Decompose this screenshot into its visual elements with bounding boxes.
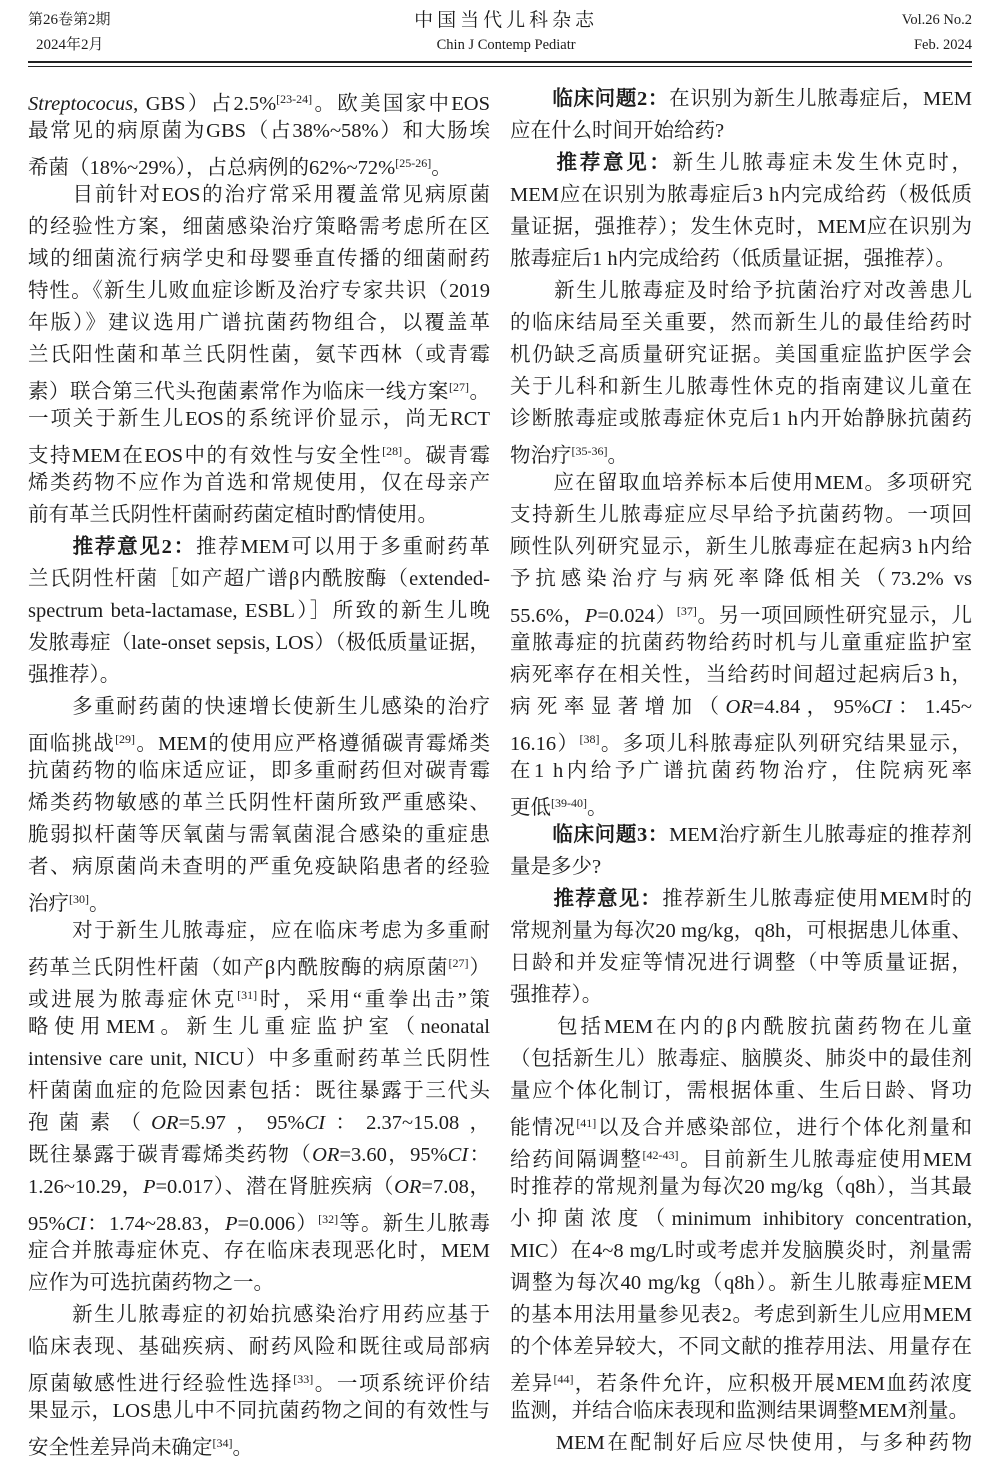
text-line: intensive care unit, NICU）中多重耐药革兰氏阴性 xyxy=(28,1048,490,1070)
text-line: 1.26~10.29，P=0.017）、潜在肾脏疾病（OR=7.08， xyxy=(28,1176,490,1198)
column-left xyxy=(28,83,490,1459)
text-line: 对于新生儿脓毒症，应在临床考虑为多重耐 xyxy=(28,920,490,942)
text-line: 推荐意见：推荐新生儿脓毒症使用MEM时的 xyxy=(553,888,972,910)
text-line: 物治疗[35-36]。 xyxy=(510,444,628,467)
page-header xyxy=(28,8,972,58)
text-line: 杆菌菌血症的危险因素包括：既往暴露于三代头 xyxy=(28,1080,490,1102)
text-line: 治疗[30]。 xyxy=(28,892,110,915)
issue-date-cn: 2024年2月 xyxy=(36,37,104,53)
text-line: 支持新生儿脓毒症应尽早给予抗菌药物。一项回 xyxy=(510,504,972,526)
text-line: MIC）在4~8 mg/L时或考虑并发脑膜炎时，剂量需 xyxy=(510,1240,972,1262)
text-line: 予抗感染治疗与病死率降低相关（73.2% vs xyxy=(510,568,972,590)
text-line: 临床问题3：MEM治疗新生儿脓毒症的推荐剂 xyxy=(552,824,972,846)
text-line: 机仍缺乏高质量研究证据。美国重症监护医学会 xyxy=(510,344,972,366)
text-line: 给药间隔调整[42-43]。目前新生儿脓毒症使用MEM xyxy=(510,1148,972,1171)
text-line: 在1 h内给予广谱抗菌药物治疗，住院病死率 xyxy=(510,760,972,782)
text-line: 兰氏阳性菌和革兰氏阴性菌，氨苄西林（或青霉 xyxy=(28,344,490,366)
text-line: 支持MEM在EOS中的有效性与安全性[28]。碳青霉 xyxy=(28,444,490,467)
issue-info-en xyxy=(902,8,972,58)
text-line: 应作为可选抗菌药物之一。 xyxy=(28,1272,274,1294)
text-line: 一项关于新生儿EOS的系统评价显示，尚无RCT xyxy=(28,408,490,430)
journal-title-en: Chin J Contemp Pediatr xyxy=(436,37,576,53)
volume-issue-en: Vol.26 No.2 xyxy=(901,12,972,28)
text-line: 果显示，LOS患儿中不同抗菌药物之间的有效性与 xyxy=(28,1400,490,1422)
text-line: 最常见的病原菌为GBS（占38%~58%）和大肠埃 xyxy=(28,120,490,142)
text-line: 更低[39-40]。 xyxy=(510,796,608,819)
text-line: 顾性队列研究显示，新生儿脓毒症在起病3 h内给 xyxy=(510,536,972,558)
text-line: 临床问题2：在识别为新生儿脓毒症后，MEM xyxy=(552,88,972,110)
text-line: 小抑菌浓度（minimum inhibitory concentration, xyxy=(510,1208,972,1230)
text-line: 者、病原菌尚未查明的严重免疫缺陷患者的经验 xyxy=(28,856,490,878)
text-line: 量是多少? xyxy=(510,856,602,878)
text-line: 能情况[41]以及合并感染部位，进行个体化剂量和 xyxy=(510,1116,972,1139)
text-line: 55.6%，P=0.024）[37]。另一项回顾性研究显示，儿 xyxy=(510,604,972,627)
text-line: 抗菌药物的临床适应证，即多重耐药但对碳青霉 xyxy=(28,760,490,782)
text-line: 病死率存在相关性，当给药时间超过起病后3 h， xyxy=(510,664,972,686)
text-line: Streptococus, GBS）占2.5%[23-24]。欧美国家中EOS xyxy=(28,92,490,115)
text-line: 强推荐）。 xyxy=(510,984,603,1006)
text-line: 应在什么时间开始给药? xyxy=(510,120,725,142)
issue-date-en: Feb. 2024 xyxy=(913,37,972,53)
text-line: 强推荐）。 xyxy=(28,664,121,686)
article-body xyxy=(28,83,972,1459)
text-line: 发脓毒症（late-onset sepsis, LOS）（极低质量证据， xyxy=(28,632,490,654)
journal-title-cn: 中国当代儿科杂志 xyxy=(414,10,599,31)
text-line: 量应个体化制订，需根据体重、生后日龄、肾功 xyxy=(510,1080,972,1102)
text-line: 的临床结局至关重要，然而新生儿的最佳给药时 xyxy=(510,312,972,334)
text-line: 目前针对EOS的治疗常采用覆盖常见病原菌 xyxy=(28,184,490,206)
column-right xyxy=(510,83,972,1459)
text-line: 既往暴露于碳青霉烯类药物（OR=3.60，95%CI： xyxy=(28,1144,490,1166)
text-line: 病死率显著增加（OR=4.84，95%CI：1.45~ xyxy=(510,696,972,718)
text-line: 的经验性方案，细菌感染治疗策略需考虑所在区 xyxy=(28,216,490,238)
text-line: MEM在配制好后应尽快使用，与多种药物 xyxy=(510,1432,972,1454)
text-line: MEM应在识别为脓毒症后3 h内完成给药（极低质 xyxy=(510,184,972,206)
text-line: 16.16）[38]。多项儿科脓毒症队列研究结果显示， xyxy=(510,732,972,755)
text-line: 应在留取血培养标本后使用MEM。多项研究 xyxy=(510,472,972,494)
text-line: 特性。《新生儿败血症诊断及治疗专家共识（2019 xyxy=(28,280,490,302)
text-line: 的个体差异较大，不同文献的推荐用法、用量存在 xyxy=(510,1336,972,1358)
text-line: 希菌（18%~29%），占总病例的62%~72%[25-26]。 xyxy=(28,156,452,179)
text-line: 安全性差异尚未确定[34]。 xyxy=(28,1436,253,1459)
text-line: 脆弱拟杆菌等厌氧菌与需氧菌混合感染的重症患 xyxy=(28,824,490,846)
text-line: 关于儿科和新生儿脓毒性休克的指南建议儿童在 xyxy=(510,376,972,398)
text-line: 年版）》建议选用广谱抗菌药物组合，以覆盖革 xyxy=(28,312,490,334)
text-line: （包括新生儿）脓毒症、脑膜炎、肺炎中的最佳剂 xyxy=(510,1048,972,1070)
text-line: 烯类药物不应作为首选和常规使用，仅在母亲产 xyxy=(28,472,490,494)
text-line: 症合并脓毒症休克、存在临床表现恶化时，MEM xyxy=(28,1240,490,1262)
text-line: 孢菌素（OR=5.97，95%CI：2.37~15.08， xyxy=(28,1112,490,1134)
text-line: 原菌敏感性进行经验性选择[33]。一项系统评价结 xyxy=(28,1372,490,1395)
text-line: 脓毒症后1 h内完成给药（低质量证据，强推荐）。 xyxy=(510,248,956,270)
text-line: 童脓毒症的抗菌药物给药时机与儿童重症监护室 xyxy=(510,632,972,654)
text-line: 域的细菌流行病学史和母婴垂直传播的细菌耐药 xyxy=(28,248,490,270)
text-line: 新生儿脓毒症及时给予抗菌治疗对改善患儿 xyxy=(510,280,972,302)
text-line: 诊断脓毒症或脓毒症休克后1 h内开始静脉抗菌药 xyxy=(510,408,972,430)
text-line: 推荐意见：新生儿脓毒症未发生休克时， xyxy=(556,152,972,174)
journal-title-block xyxy=(414,8,598,57)
text-line: 面临挑战[29]。MEM的使用应严格遵循碳青霉烯类 xyxy=(28,732,490,755)
text-line: 95%CI：1.74~28.83，P=0.006）[32]等。新生儿脓毒 xyxy=(28,1212,490,1235)
text-line: 日龄和并发症等情况进行调整（中等质量证据， xyxy=(510,952,972,974)
text-line: 常规剂量为每次20 mg/kg，q8h，可根据患儿体重、 xyxy=(510,920,972,942)
text-line: 烯类药物敏感的革兰氏阴性杆菌所致严重感染、 xyxy=(28,792,490,814)
text-line: 前有革兰氏阴性杆菌耐药菌定植时酌情使用。 xyxy=(28,504,438,526)
text-line: 监测，并结合临床表现和监测结果调整MEM剂量。 xyxy=(510,1400,969,1422)
text-line: 量证据，强推荐）；发生休克时，MEM应在识别为 xyxy=(510,216,972,238)
text-line: spectrum beta-lactamase, ESBL）］所致的新生儿晚 xyxy=(28,600,490,622)
text-line: 或进展为脓毒症休克[31]时，采用“重拳出击”策 xyxy=(28,988,490,1011)
text-line: 多重耐药菌的快速增长使新生儿感染的治疗 xyxy=(28,696,490,718)
text-line: 素）联合第三代头孢菌素常作为临床一线方案[27]。 xyxy=(28,380,490,403)
text-line: 时推荐的常规剂量为每次20 mg/kg（q8h），当其最 xyxy=(510,1176,972,1198)
text-line: 临床表现、基础疾病、耐药风险和既往或局部病 xyxy=(28,1336,490,1358)
text-line: 兰氏阴性杆菌［如产超广谱β内酰胺酶（extended- xyxy=(28,568,490,590)
header-divider xyxy=(28,61,972,67)
text-line: 略使用MEM。新生儿重症监护室（neonatal xyxy=(28,1016,490,1038)
text-line: 调整为每次40 mg/kg（q8h）。新生儿脓毒症MEM xyxy=(510,1272,972,1294)
issue-info-cn xyxy=(28,8,111,58)
text-line: 药革兰氏阴性杆菌（如产β内酰胺酶的病原菌[27]） xyxy=(28,956,490,979)
text-line: 推荐意见2：推荐MEM可以用于多重耐药革 xyxy=(72,536,490,558)
text-line: 包括MEM在内的β内酰胺抗菌药物在儿童 xyxy=(510,1016,972,1038)
text-line: 的基本用法用量参见表2。考虑到新生儿应用MEM xyxy=(510,1304,972,1326)
text-line: 新生儿脓毒症的初始抗感染治疗用药应基于 xyxy=(28,1304,490,1326)
text-line: 差异[44]，若条件允许，应积极开展MEM血药浓度 xyxy=(510,1372,972,1395)
volume-issue-cn: 第26卷第2期 xyxy=(28,12,111,28)
